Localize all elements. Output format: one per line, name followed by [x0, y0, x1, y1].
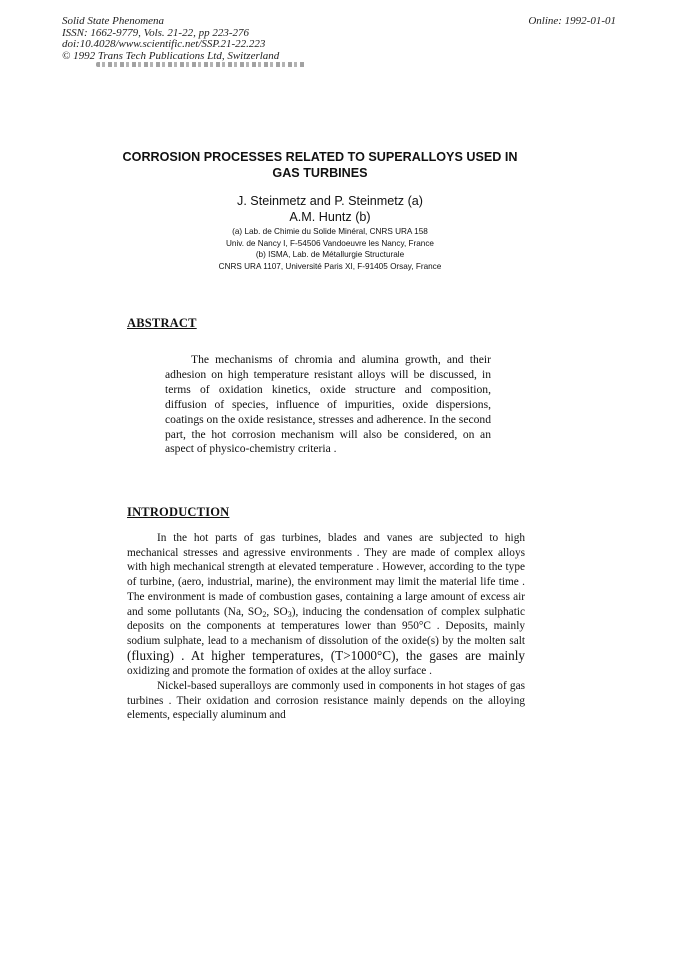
online-date: Online: 1992-01-01	[528, 15, 616, 27]
authors-line-2: A.M. Huntz (b)	[289, 209, 371, 224]
intro-text-large: (fluxing) . At higher temperatures, (T>1000°C), the gases are mainly	[127, 647, 525, 663]
authors-line-1: J. Steinmetz and P. Steinmetz (a)	[237, 194, 423, 208]
introduction-paragraph-2: Nickel-based superalloys are commonly used in components in hot stages of gas turbines . Their oxidation and corrosion resistance mainly depends on the alloying elements, especially aluminum and	[127, 680, 525, 722]
title-line-1: CORROSION PROCESSES RELATED TO SUPERALLOYS USED IN	[122, 150, 518, 164]
affiliation-line: (a) Lab. de Chimie du Solide Minéral, CNRS URA 158	[232, 227, 428, 236]
authors	[160, 194, 500, 225]
intro-text: ), inducing the condensation of complex sulphatic deposits on the components at temperatures lower than 950°C . Deposits, mainly sodium sulphate, lead to a mechanism of dissolution of the oxide(s) by the molten salt	[127, 605, 525, 647]
introduction-paragraph-1	[127, 531, 525, 679]
copyright-line: © 1992 Trans Tech Publications Ltd, Switzerland	[62, 49, 280, 62]
intro-text: oxidizing and promote the formation of oxides at the alloy surface .	[127, 665, 432, 678]
scanned-header-remnant	[96, 62, 306, 67]
journal-name: Solid State Phenomena	[62, 15, 165, 27]
subscript: 2	[262, 609, 267, 619]
doi-line: doi:10.4028/www.scientific.net/SSP.21-22.223	[62, 38, 266, 50]
affiliation-line: Univ. de Nancy I, F-54506 Vandoeuvre les Nancy, France	[226, 238, 434, 248]
intro-text: In the hot parts of gas turbines, blades and vanes are subjected to high mechanical stresses and agressive environments . They are made of complex alloys with high mechanical strength at elevated temperature . However, according to the type of turbine, (aero, industrial, marine), the environment may limit the material life time . The environment is made of combustion gases, containing a large amount of excess air and some pollutants (Na, SO	[127, 532, 525, 618]
abstract-heading: ABSTRACT	[127, 316, 197, 330]
affiliations	[160, 226, 500, 272]
introduction-body	[127, 531, 525, 723]
affiliation-line: CNRS URA 1107, Université Paris XI, F-91405 Orsay, France	[218, 261, 442, 271]
abstract-body	[165, 353, 491, 457]
title-line-2: GAS TURBINES	[272, 166, 368, 180]
journal-header	[62, 16, 279, 62]
issn-line: ISSN: 1662-9779, Vols. 21-22, pp 223-276	[62, 26, 249, 39]
subscript: 3	[287, 609, 292, 619]
intro-text: , SO	[266, 605, 288, 618]
affiliation-line: (b) ISMA, Lab. de Métallurgie Structurale	[255, 250, 405, 259]
abstract-text: The mechanisms of chromia and alumina growth, and their adhesion on high temperature resistant alloys will be discussed, in terms of oxidation kinetics, oxide structure and composition, diffusion of species, influence of impurities, oxide dispersions, coatings on the oxide resistance, stresses and adherence. In the second part, the hot corrosion mechanism will also be considered, on an aspect of physico-chemistry criteria .	[165, 353, 491, 456]
paper-title	[100, 149, 540, 181]
introduction-heading: INTRODUCTION	[127, 505, 230, 519]
